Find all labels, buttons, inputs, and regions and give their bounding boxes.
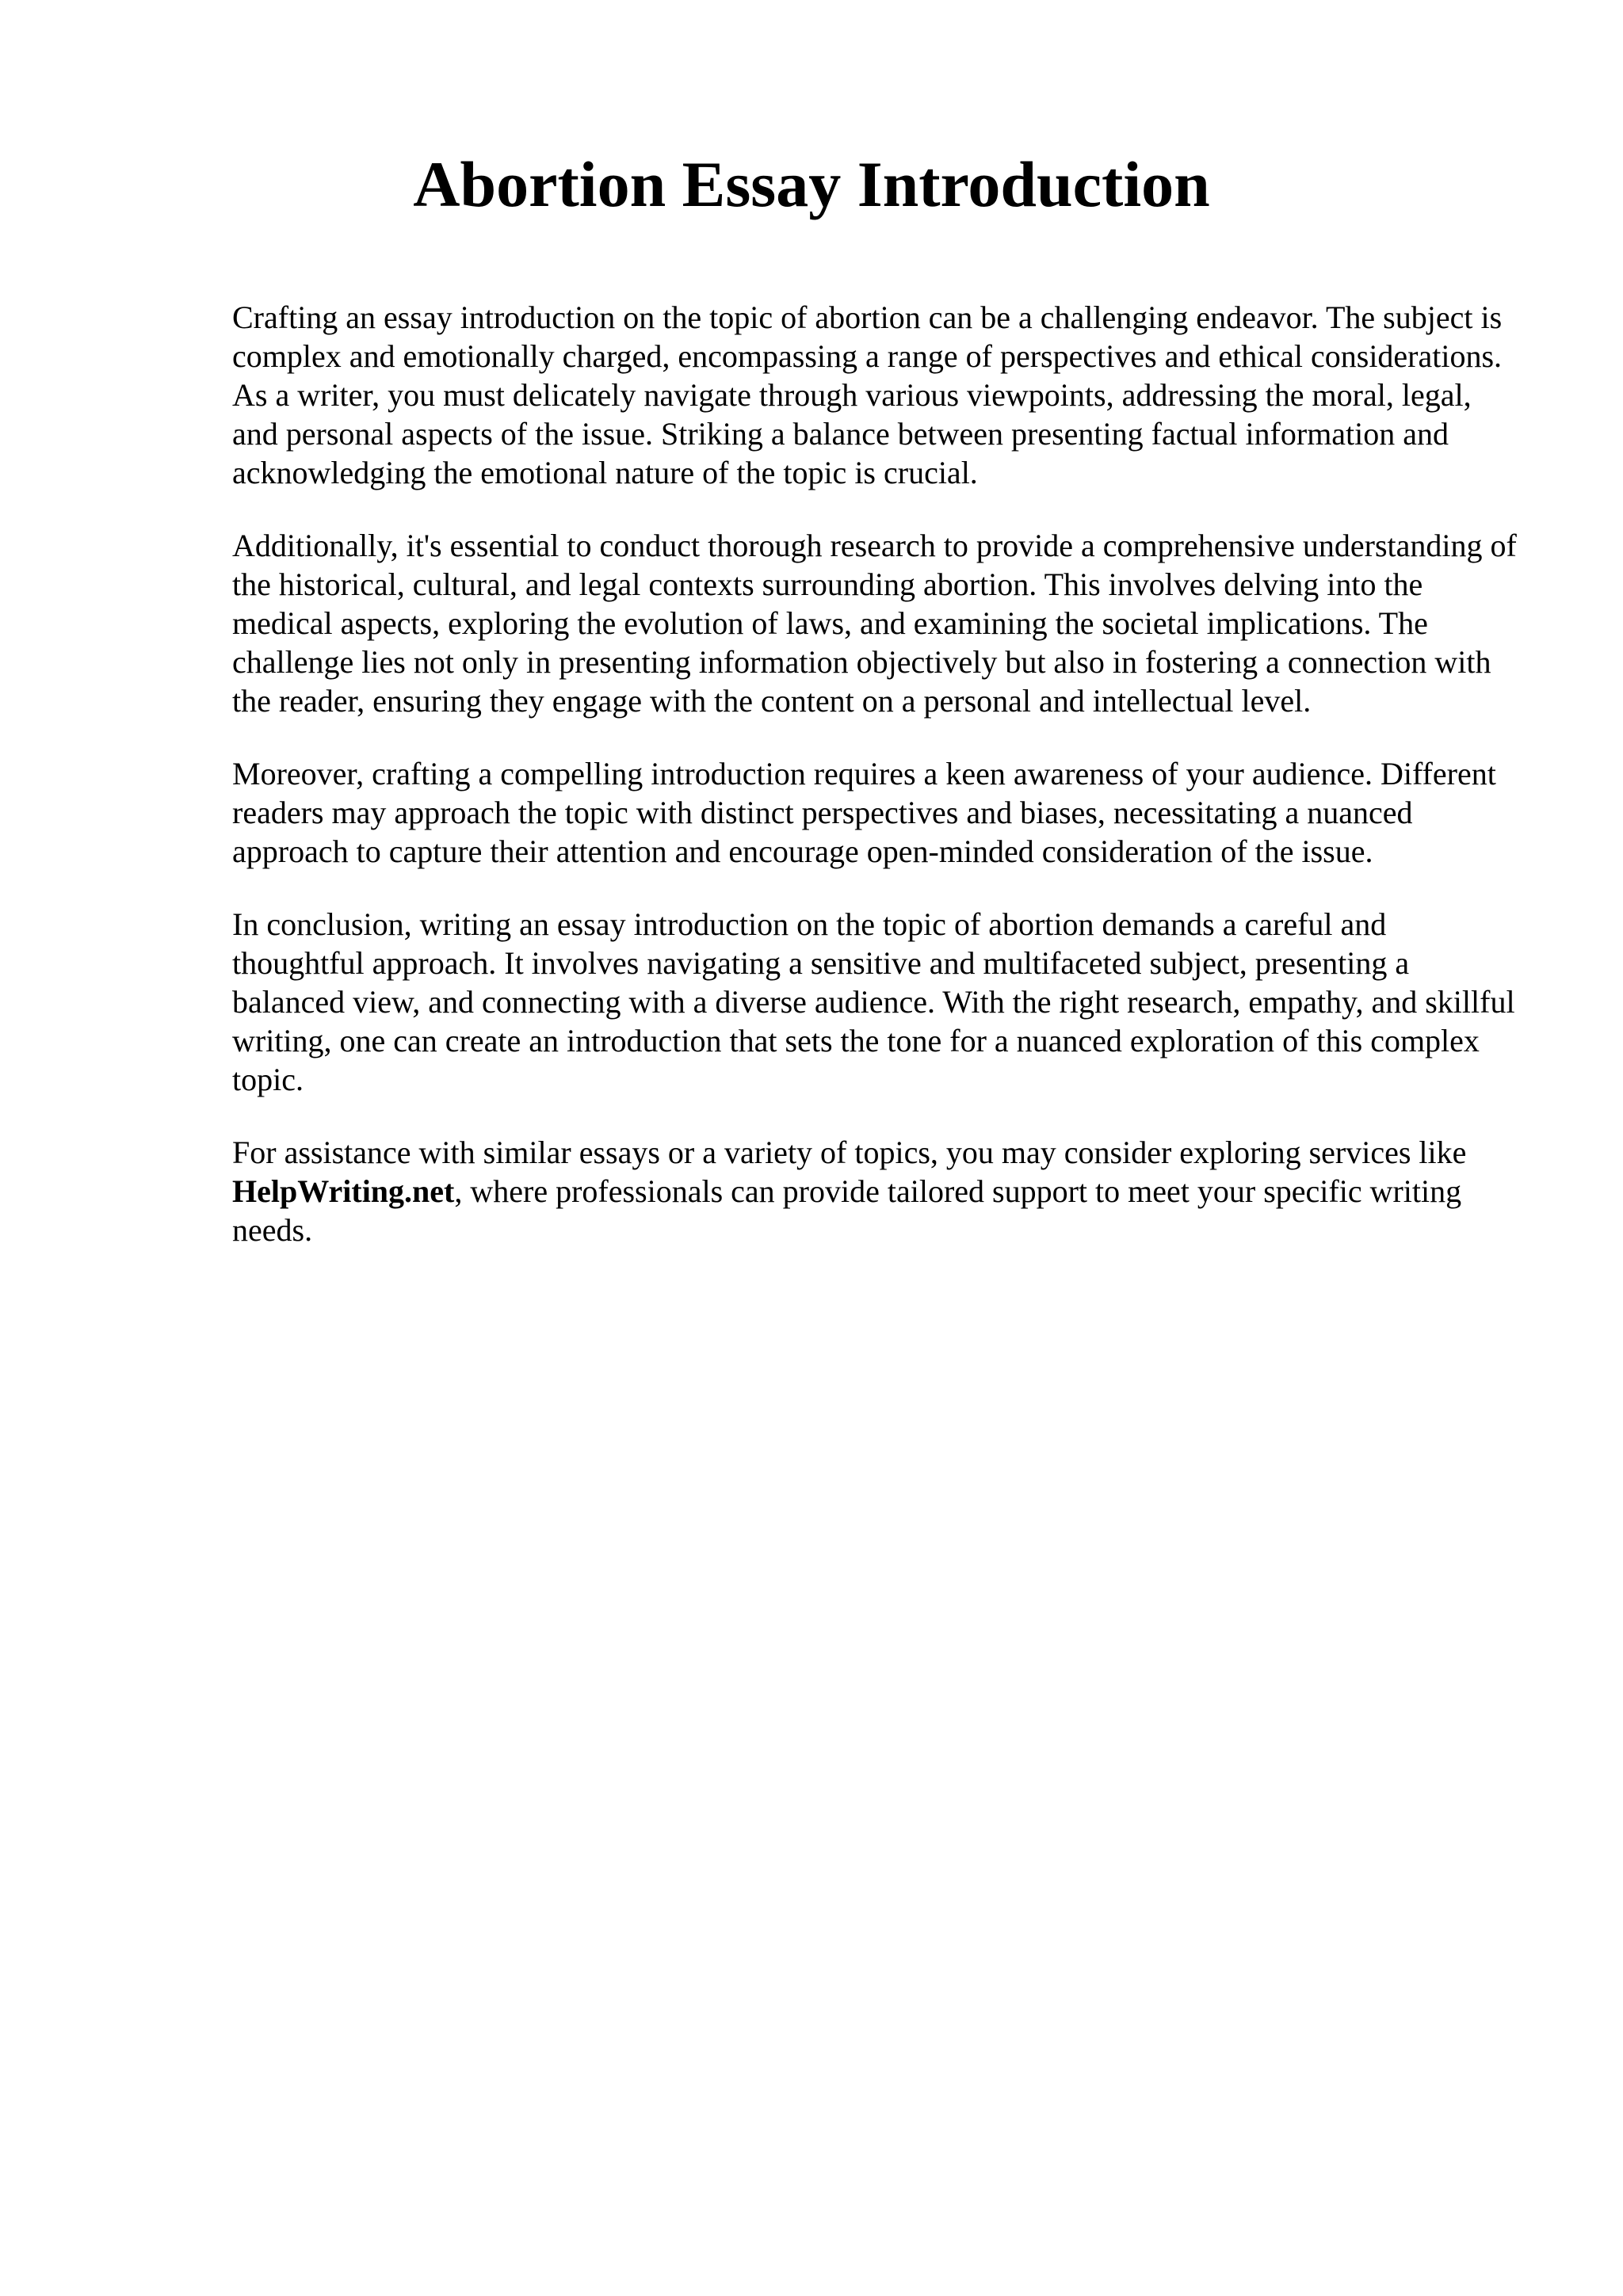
paragraph-1: Crafting an essay introduction on the topic of abortion can be a challenging endeavor. The subject is complex and emotionally charged, encompassing a range of perspectives and ethical considerations. As a writer, you must delicately navigate through various viewpoints, addressing the moral, legal, and personal aspects of the issue. Striking a balance between presenting factual information and acknowledging the emotional nature of the topic is crucial. [232, 299, 1503, 490]
closing-text-after: , where professionals can provide tailored support to meet your specific writing needs. [232, 1173, 1462, 1248]
brand-name: HelpWriting.net [232, 1173, 455, 1209]
closing-paragraph [232, 1133, 1520, 1249]
paragraph-4: In conclusion, writing an essay introduction on the topic of abortion demands a careful and thoughtful approach. It involves navigating a sensitive and multifaceted subject, presenting a balanced view, and connecting with a diverse audience. With the right research, empathy, and skillful writing, one can create an introduction that sets the tone for a nuanced exploration of this complex topic. [232, 906, 1515, 1097]
closing-text-before: For assistance with similar essays or a variety of topics, you may consider exploring services like [232, 1135, 1467, 1170]
paragraph-2: Additionally, it's essential to conduct thorough research to provide a comprehensive understanding of the historical, cultural, and legal contexts surrounding abortion. This involves delving into the medical aspects, exploring the evolution of laws, and examining the societal implications. The challenge lies not only in presenting information objectively but also in fostering a connection with the reader, ensuring they engage with the content on a personal and intellectual level. [232, 528, 1517, 719]
document-body [232, 298, 1520, 1283]
paragraph-3: Moreover, crafting a compelling introduction requires a keen awareness of your audience. Different readers may approach the topic with distinct perspectives and biases, necessitating a nuanced approach to capture their attention and encourage open-minded consideration of the issue. [232, 756, 1496, 869]
document-title: Abortion Essay Introduction [413, 148, 1210, 220]
